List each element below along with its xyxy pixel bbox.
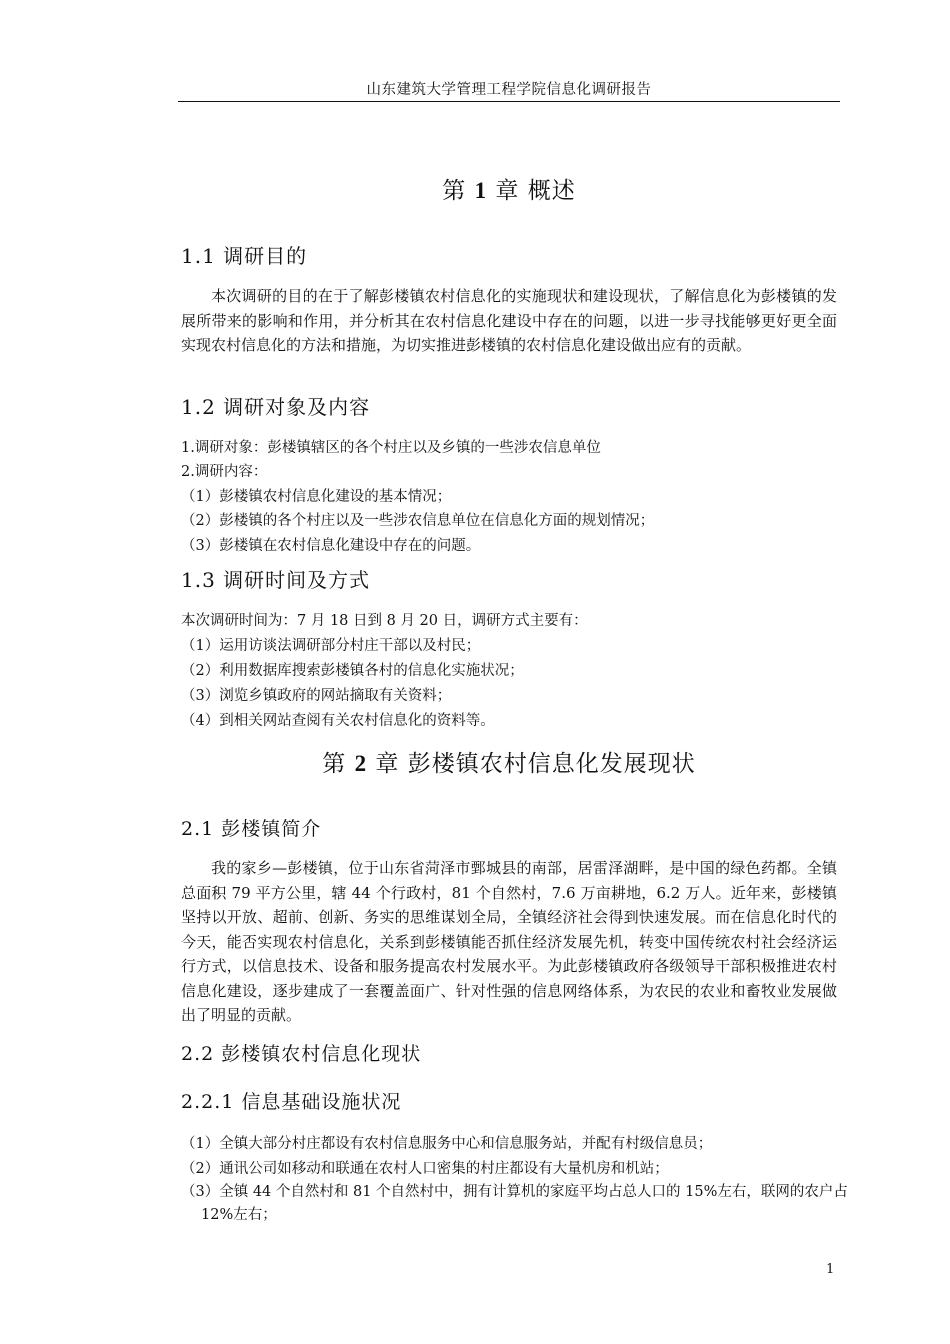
section-1-3-line: （1）运用访谈法调研部分村庄干部以及村民； xyxy=(181,638,481,654)
section-1-2-heading: 1.2 调研对象及内容 xyxy=(181,395,371,419)
section-1-3-line: （3）浏览乡镇政府的网站摘取有关资料； xyxy=(181,688,452,704)
section-2-2-1-line: （1）全镇大部分村庄都设有农村信息服务中心和信息服务站，并配有村级信息员； xyxy=(181,1136,713,1152)
section-2-1-heading: 2.1 彭楼镇简介 xyxy=(181,818,322,840)
section-1-2-line: （3）彭楼镇在农村信息化建设中存在的问题。 xyxy=(181,538,481,554)
section-1-2-line: （1）彭楼镇农村信息化建设的基本情况； xyxy=(181,489,452,505)
section-1-1-paragraph: 本次调研的目的在于了解彭楼镇农村信息化的实施现状和建设现状，了解信息化为彭楼镇的发展所带来的影响和作用，并分析其在农村信息化建设中存在的问题，以进一步寻找能够更好更全面实现农村信息化的方法和措施，为切实推进彭楼镇的农村信息化建设做出应有的贡献。 xyxy=(181,287,837,354)
section-2-2-1-line: （3）全镇 44 个自然村和 81 个自然村中，拥有计算机的家庭平均占总人口的 15%左右，联网的农户占 12%左右； xyxy=(181,1184,848,1223)
chapter-2-title: 第 2 章 彭楼镇农村信息化发展现状 xyxy=(322,751,696,777)
section-1-2-line: （2）彭楼镇的各个村庄以及一些涉农信息单位在信息化方面的规划情况； xyxy=(181,513,655,529)
chapter-1-number: 1 xyxy=(474,178,488,203)
page-number: 1 xyxy=(826,1262,835,1277)
section-2-2-1-line: （2）通讯公司如移动和联通在农村人口密集的村庄都设有大量机房和机站； xyxy=(181,1161,669,1177)
section-1-1-heading: 1.1 调研目的 xyxy=(181,244,308,268)
chapter-1-title: 第 1 章 概述 xyxy=(442,178,576,204)
section-2-2-heading: 2.2 彭楼镇农村信息化现状 xyxy=(181,1043,422,1065)
section-2-1-paragraph: 我的家乡—彭楼镇，位于山东省菏泽市鄄城县的南部，居雷泽湖畔，是中国的绿色药都。全镇总面积 79 平方公里，辖 44 个行政村，81 个自然村，7.6 万亩耕地，6.2 万人。近年来，彭楼镇坚持以开放、超前、创新、务实的思维谋划全局，全镇经济社会得到快速发展。而在信息化时代的今天，能否实现农村信息化，关系到彭楼镇能否抓住经济发展先机，转变中国传统农村社会经济运行方式，以信息技术、设备和服务提高农村发展水平。为此彭楼镇政府各级领导干部积极推进农村信息化建设，逐步建成了一套覆盖面广、针对性强的信息网络体系，为农民的农业和畜牧业发展做出了明显的贡献。 xyxy=(181,859,837,1024)
header-rule xyxy=(178,101,840,102)
section-1-3-line: （4）到相关网站查阅有关农村信息化的资料等。 xyxy=(181,713,495,729)
running-header: 山东建筑大学管理工程学院信息化调研报告 xyxy=(366,82,652,98)
section-1-2-line: 1.调研对象：彭楼镇辖区的各个村庄以及乡镇的一些涉农信息单位 xyxy=(181,440,601,456)
section-1-2-line: 2.调研内容： xyxy=(181,464,268,480)
section-1-3-line: （2）利用数据库搜索彭楼镇各村的信息化实施状况； xyxy=(181,663,524,679)
chapter-2-number: 2 xyxy=(354,751,368,776)
section-2-2-1-heading: 2.2.1 信息基础设施状况 xyxy=(181,1091,402,1113)
section-1-3-line: 本次调研时间为：7 月 18 日到 8 月 20 日，调研方式主要有： xyxy=(181,613,588,629)
section-1-3-heading: 1.3 调研时间及方式 xyxy=(181,568,371,592)
